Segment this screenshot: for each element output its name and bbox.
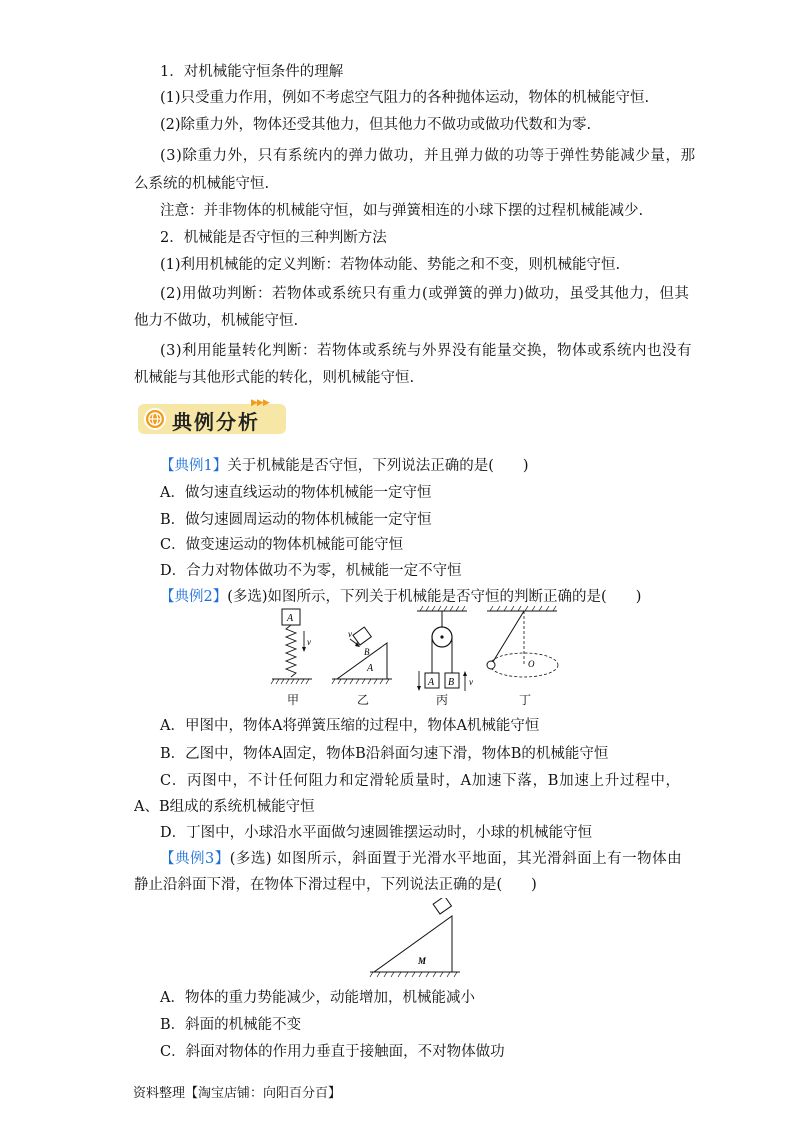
section1-item: 么系统的机械能守恒.	[134, 176, 270, 192]
example3-option-c: C．斜面对物体的作用力垂直于接触面，不对物体做功	[160, 1044, 505, 1060]
example2-stem: (多选)如图所示，下列关于机械能是否守恒的判断正确的是( )	[227, 589, 642, 605]
figure-ding	[487, 606, 558, 677]
example2-option-a: A．甲图中，物体A将弹簧压缩的过程中，物体A机械能守恒	[160, 718, 540, 734]
example2-figure	[262, 605, 562, 715]
example1-stem-line	[160, 456, 529, 476]
banner-title: 典例分析	[172, 410, 260, 434]
example1-stem: 关于机械能是否守恒，下列说法正确的是( )	[227, 458, 529, 474]
example3-tag: 【典例3】	[160, 851, 230, 867]
example2-option-c: C．丙图中，不计任何阻力和定滑轮质量时，A加速下落，B加速上升过程中，	[160, 773, 681, 789]
section2-item: 他力不做功，机械能守恒.	[134, 313, 299, 329]
example1-option-d: D．合力对物体做功不为零，机械能一定不守恒	[160, 563, 462, 579]
figure-ding-o-label: O	[528, 659, 535, 669]
figure-jia-block-label: A	[287, 613, 294, 624]
figure-bing-a-label: A	[428, 677, 435, 688]
section1-item: (2)除重力外，物体还受其他力，但其他力不做功或做功代数和为零.	[160, 117, 592, 133]
incline-mass-label: M	[418, 956, 427, 966]
section1-item: (1)只受重力作用，例如不考虑空气阻力的各种抛体运动，物体的机械能守恒.	[160, 90, 650, 106]
example2-option-c-cont: A、B组成的系统机械能守恒	[134, 799, 315, 815]
figure-yi-v-label: v	[348, 629, 352, 639]
figure-yi-incline-label: A	[367, 663, 374, 674]
figure-yi	[332, 627, 392, 684]
figure-label-yi: 乙	[357, 693, 370, 707]
figure-yi-block-label: B	[364, 647, 370, 657]
example1-option-a: A．做匀速直线运动的物体机械能一定守恒	[160, 485, 432, 501]
example1-tag: 【典例1】	[160, 458, 228, 474]
globe-icon	[144, 408, 166, 430]
example1-option-b: B．做匀速圆周运动的物体机械能一定守恒	[160, 512, 432, 528]
section-banner	[138, 398, 288, 436]
figure-label-bing: 丙	[436, 693, 449, 707]
example2-stem-line	[160, 587, 641, 607]
section2-item: (2)用做功判断：若物体或系统只有重力(或弹簧的弹力)做功，虽受其他力，但其	[160, 286, 690, 302]
section2-heading: 2．机械能是否守恒的三种判断方法	[160, 230, 387, 246]
figure-label-ding: 丁	[519, 693, 532, 707]
section2-item: (3)利用能量转化判断：若物体或系统与外界没有能量交换，物体或系统内也没有	[160, 343, 693, 359]
figure-bing-b-label: B	[448, 677, 455, 688]
banner-arrows-icon: ▶▶▶	[251, 398, 269, 408]
figure-label-jia: 甲	[287, 693, 300, 707]
example3-stem-1: (多选) 如图所示，斜面置于光滑水平地面，其光滑斜面上有一物体由	[229, 851, 683, 867]
section2-item: (1)利用机械能的定义判断：若物体动能、势能之和不变，则机械能守恒.	[160, 257, 621, 273]
example3-stem-2: 静止沿斜面下滑，在物体下滑过程中，下列说法正确的是( )	[134, 877, 537, 893]
figure-bing	[417, 606, 473, 691]
section1-note: 注意：并非物体的机械能守恒，如与弹簧相连的小球下摆的过程机械能减少.	[160, 203, 644, 219]
example1-option-c: C．做变速运动的物体机械能可能守恒	[160, 537, 404, 553]
example3-option-b: B．斜面的机械能不变	[160, 1017, 302, 1033]
section1-heading: 1．对机械能守恒条件的理解	[160, 64, 344, 80]
example2-tag: 【典例2】	[160, 589, 228, 605]
example3-figure	[368, 898, 463, 978]
figure-bing-v-label: v	[469, 677, 473, 687]
example2-option-b: B．乙图中，物体A固定，物体B沿斜面匀速下滑，物体B的机械能守恒	[160, 746, 609, 762]
section1-item: (3)除重力外，只有系统内的弹力做功，并且弹力做的功等于弹性势能减少量，那	[160, 148, 696, 164]
example2-option-d: D．丁图中，小球沿水平面做匀速圆锥摆运动时，小球的机械能守恒	[160, 825, 593, 841]
figure-jia-v-label: v	[307, 637, 311, 647]
figure-jia	[271, 609, 312, 684]
example3-option-a: A．物体的重力势能减少，动能增加，机械能减小	[160, 990, 475, 1006]
example3-stem-line	[160, 849, 682, 869]
section2-item: 机械能与其他形式能的转化，则机械能守恒.	[134, 370, 415, 386]
footer-source: 资料整理【淘宝店铺：向阳百分百】	[133, 1086, 342, 1101]
